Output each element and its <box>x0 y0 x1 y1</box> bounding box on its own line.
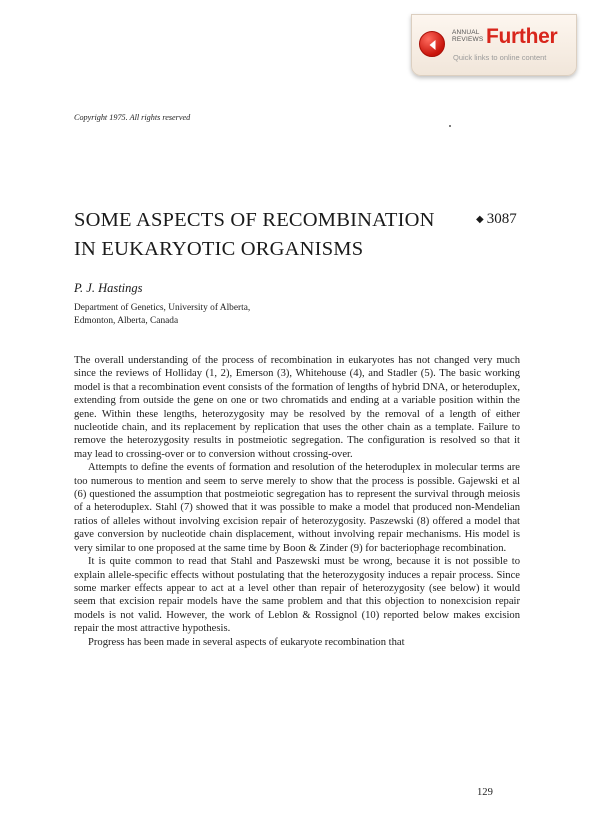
badge-reviews: REVIEWS <box>452 36 484 43</box>
paragraph: The overall understanding of the process of recombination in eukaryotes has not changed very much since the reviews of Holliday (1, 2), Emerson (3), Whitehouse (4), and Stadler (5). The basic working model is that a recombination event consists of the formation of lengths of hybrid DNA, or heteroduplex, extending from outside the gene on one or two chromatids and ending at a variable position within the gene. Within these lengths, heterozygosity may be resolved by the removal of a length of either nucleotide chain, and its replacement by replication that uses the other chain as a template. Failure to remove the heterozygosity results in postmeiotic segregation. The configuration is resolved so that it may lead to crossing-over or to conversion without crossing-over. <box>74 355 521 460</box>
affiliation-line-1: Department of Genetics, University of Alberta, <box>74 303 251 313</box>
article-title <box>74 206 514 264</box>
paragraph: Attempts to define the events of formation and resolution of the heteroduplex in molecular terms are too numerous to mention and seem to serve merely to show that the process is possible. Gajewski et al (6) questioned the assumption that postmeiotic segregation has to represent the survival through meiosis of a heteroduplex. Stahl (7) showed that it was possible to make a model that produced non-Mendelian ratios of alleles without involving excision repair of heterozygosity. Paszewski (8) offered a model that gave conversion by nucleotide chain displacement, without involving repair mechanisms. His model is very similar to one proposed at the same time by Boon & Zinder (9) for bacteriophage recombination. <box>74 462 520 554</box>
article-number <box>476 211 517 228</box>
back-arrow-icon <box>419 31 445 57</box>
article-number-value: 3087 <box>486 211 517 227</box>
title-line-2: IN EUKARYOTIC ORGANISMS <box>74 238 364 260</box>
scan-speck <box>449 125 451 127</box>
paragraph: Progress has been made in several aspects of eukaryote recombination that <box>88 636 405 648</box>
paragraph: It is quite common to read that Stahl and Paszewski must be wrong, because it is not possible to explain allele-specific effects without postulating that the heterozygosity induces a repair process. Since some marker effects appear to act at a level other than repair of heterozygosity (see below) it would seem that excision repair models have the same problem and that this objection to nonexcision repair models is not valid. However, the work of Leblon & Rossignol (10) reported below makes excision repair the most attractive hypothesis. <box>74 556 520 635</box>
annual-reviews-further-badge[interactable] <box>411 14 577 76</box>
affiliation-line-2: Edmonton, Alberta, Canada <box>74 316 179 326</box>
diamond-icon: ◆ <box>476 214 484 225</box>
annual-reviews-logo-text <box>452 29 483 43</box>
author-name: P. J. Hastings <box>74 281 143 295</box>
copyright-notice: Copyright 1975. All rights reserved <box>74 113 191 122</box>
badge-further-label: Further <box>486 25 558 48</box>
title-line-1: SOME ASPECTS OF RECOMBINATION <box>74 209 435 231</box>
badge-subtitle: Quick links to online content <box>453 53 547 62</box>
article-body <box>74 354 520 649</box>
author-affiliation <box>74 302 250 328</box>
page-number: 129 <box>477 787 493 798</box>
badge-annual: ANNUAL <box>452 29 480 36</box>
